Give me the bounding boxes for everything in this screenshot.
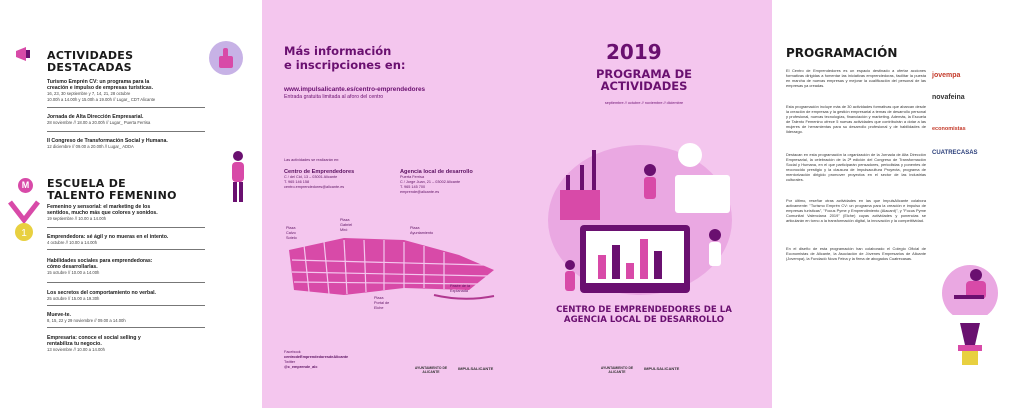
panel-cover bbox=[516, 0, 772, 408]
paragraph: Por último, reseñar otras actividades en las que ImpulsAlicante colabora activamente: "Turismo Emprén CV: un programa para la creación e impulso de empresas turísticas", "Focus Pyme y Emprendimiento (Alacant)", y "Focus Pyme Comunitat Valenciana 2019" (Elche) cuyas actividades y ponencias se articularán en torno a la transformación digital, la innovación y la competitividad. bbox=[786, 198, 926, 223]
map-label: Plaza Gabriel Miró bbox=[340, 218, 353, 232]
cover-illustration bbox=[540, 115, 750, 300]
divider bbox=[47, 227, 205, 228]
entry-note: Entrada gratuita limitada al aforo del centro bbox=[284, 94, 384, 100]
list-item: Empresaria: conoce el social selling y rentabiliza tu negocio. 13 noviembre // 10.00 a 14.00h bbox=[47, 335, 141, 352]
impulsalicante-logo: IMPULSALICANTE bbox=[644, 366, 680, 371]
info-heading: Más información e inscripciones en: bbox=[284, 44, 406, 72]
twitter-link[interactable]: @c_emprende_alc bbox=[284, 365, 318, 369]
center-title: CENTRO DE EMPRENDEDORES DE LA AGENCIA LOCAL DE DESARROLLO bbox=[556, 305, 732, 325]
woman-symbol-icon: M bbox=[18, 178, 33, 193]
woman-laptop-illustration bbox=[930, 255, 1010, 375]
panel-activities bbox=[0, 0, 262, 408]
list-item: Femenino y sensorial: el marketing de los sentidos, mucho más que colores y sonidos. 19 septiembre // 10.00 a 14.00h bbox=[47, 204, 158, 221]
divider bbox=[47, 282, 205, 283]
jovempa-logo: jovempa bbox=[932, 72, 961, 79]
map-label: Pasée de la Explanada bbox=[450, 284, 471, 293]
paragraph: En el diseño de esta programación han colaborado el Colegio Oficial de Economistas de Alicante, la Asociación de Jóvenes Empresarios de Alicante (Jovempa), la Fundació Nova Feina y la firma de abogados Cuatrecasas. bbox=[786, 246, 926, 261]
city-logo: AYUNTAMIENTO DE ALICANTE bbox=[414, 366, 448, 374]
divider bbox=[47, 305, 205, 306]
divider bbox=[47, 249, 205, 250]
paragraph: El Centro de Emprendedores es un espacio destinado a ofertar acciones formativas dirigidas a fomentar las iniciativas emprendedoras, facilitar la puesta en marcha de nuevas empresas y mejorar la cualificación del personal de las empresas ya creadas. bbox=[786, 68, 926, 88]
economistas-logo: economistas bbox=[932, 126, 966, 132]
map-label: Plaza Calvo Sotelo bbox=[286, 226, 297, 240]
year: 2019 bbox=[606, 40, 662, 64]
list-item: Habilidades sociales para emprendedoras: cómo desarrollarlas. 15 octubre // 10.00 a 14.00h bbox=[47, 258, 153, 275]
venue-center: Centro de Emprendedores C / del Cid, 13 – 03001 Alicante T. 965 146 158 centro.emprendedores@alicante.es bbox=[284, 169, 355, 189]
svg-text:1: 1 bbox=[21, 228, 27, 239]
section-title-talent: ESCUELA DE TALENTO FEMENINO bbox=[47, 177, 177, 202]
city-logo: AYUNTAMIENTO DE ALICANTE bbox=[600, 366, 634, 374]
novafeina-logo: novafeina bbox=[932, 94, 965, 101]
cuatrecasas-logo: CUATRECASAS bbox=[932, 150, 978, 156]
divider bbox=[47, 131, 205, 132]
list-item: II Congreso de Transformación Social y Humana. 12 diciembre // 09.00 a 20.00h // Lugar_ ADDA bbox=[47, 138, 168, 149]
map-label: Plaza Ayuntamiento bbox=[410, 226, 434, 235]
divider bbox=[47, 327, 205, 328]
venue-agency: Agencia local de desarrollo Puerta Ferrisa C / Jorge Juan, 21 – 03002 Alicante T. 965 145 700 emprende@alicante.es bbox=[400, 169, 473, 194]
facebook-link[interactable]: centrodeEmprendedoresdeAlicante bbox=[284, 355, 349, 359]
megaphone-icon bbox=[14, 45, 36, 63]
list-item: Emprendedora: sé ágil y no mueras en el intento. 4 octubre // 10.00 a 14.00h bbox=[47, 234, 169, 245]
paragraph: Destacan en esta programación la organización de la Jornada de Alta Dirección Empresarial, la celebración de la 2ª edición del Congreso de Transformación Social y Humana, en el que participarán pensadores, periodistas y ponentes de reconocido prestigio y la clausura de Impulsacultura Proyecta, programa de mentorización dirigido promover proyectos en el sector de las industrias culturales. bbox=[786, 152, 926, 182]
list-item: Mueve-te. 8, 15, 22 y 29 noviembre // 09.00 a 14.00h bbox=[47, 312, 126, 323]
woman-illustration-icon bbox=[218, 148, 256, 208]
impulsalicante-logo: IMPULSALICANTE bbox=[458, 366, 494, 371]
medal-icon bbox=[6, 200, 42, 245]
list-item: Jornada de Alta Dirección Empresarial. 28 noviembre // 18.00 a 20.00h // Lugar_ Puerta Ferrisa bbox=[47, 114, 151, 125]
program-title: PROGRAMA DE ACTIVIDADES bbox=[595, 67, 692, 93]
social-links: Facebook centrodeEmprendedoresdeAlicante Twitter @c_emprende_alc bbox=[284, 350, 349, 369]
months: septiembre // octubre // noviembre // diciembre bbox=[604, 101, 684, 105]
divider bbox=[47, 107, 205, 108]
panel-info bbox=[262, 0, 516, 408]
venues-intro: Las actividades se realizarán en: bbox=[284, 158, 340, 162]
website-link[interactable]: www.impulsalicante.es/centro-emprendedores bbox=[284, 86, 426, 93]
panel-programming bbox=[772, 0, 1024, 408]
list-item: Los secretos del comportamiento no verbal. 25 octubre // 15.00 a 19.30h bbox=[47, 290, 156, 301]
map-label: Plaza Portal de Elche bbox=[374, 296, 390, 310]
city-map bbox=[284, 210, 499, 310]
paragraph: Esta programación incluye más de 30 actividades formativas que abarcan desde la creación de empresas y la gestión empresarial a temas de desarrollo personal y profesional, nuevas tecnologías, financiación y marketing. Además, la Escuela de Talento Femenino ofrece 5 nuevas actividades que contribuirán a dotar a las mujeres de herramientas para su desarrollo profesional y de habilidades de liderazgo. bbox=[786, 104, 926, 134]
list-item: Turismo Emprén CV: un programa para la creación e impulso de empresas turísticas. 16, 23, 30 septiembre y 7, 14, 21, 28 octubre 10.00h a 14.00h y 15.00h a 19.00h // Lugar_ CDT Alicante bbox=[47, 79, 156, 102]
thumbs-up-icon bbox=[208, 40, 244, 76]
programming-title: PROGRAMACIÓN bbox=[786, 46, 898, 60]
section-title-activities: ACTIVIDADES DESTACADAS bbox=[47, 49, 134, 74]
